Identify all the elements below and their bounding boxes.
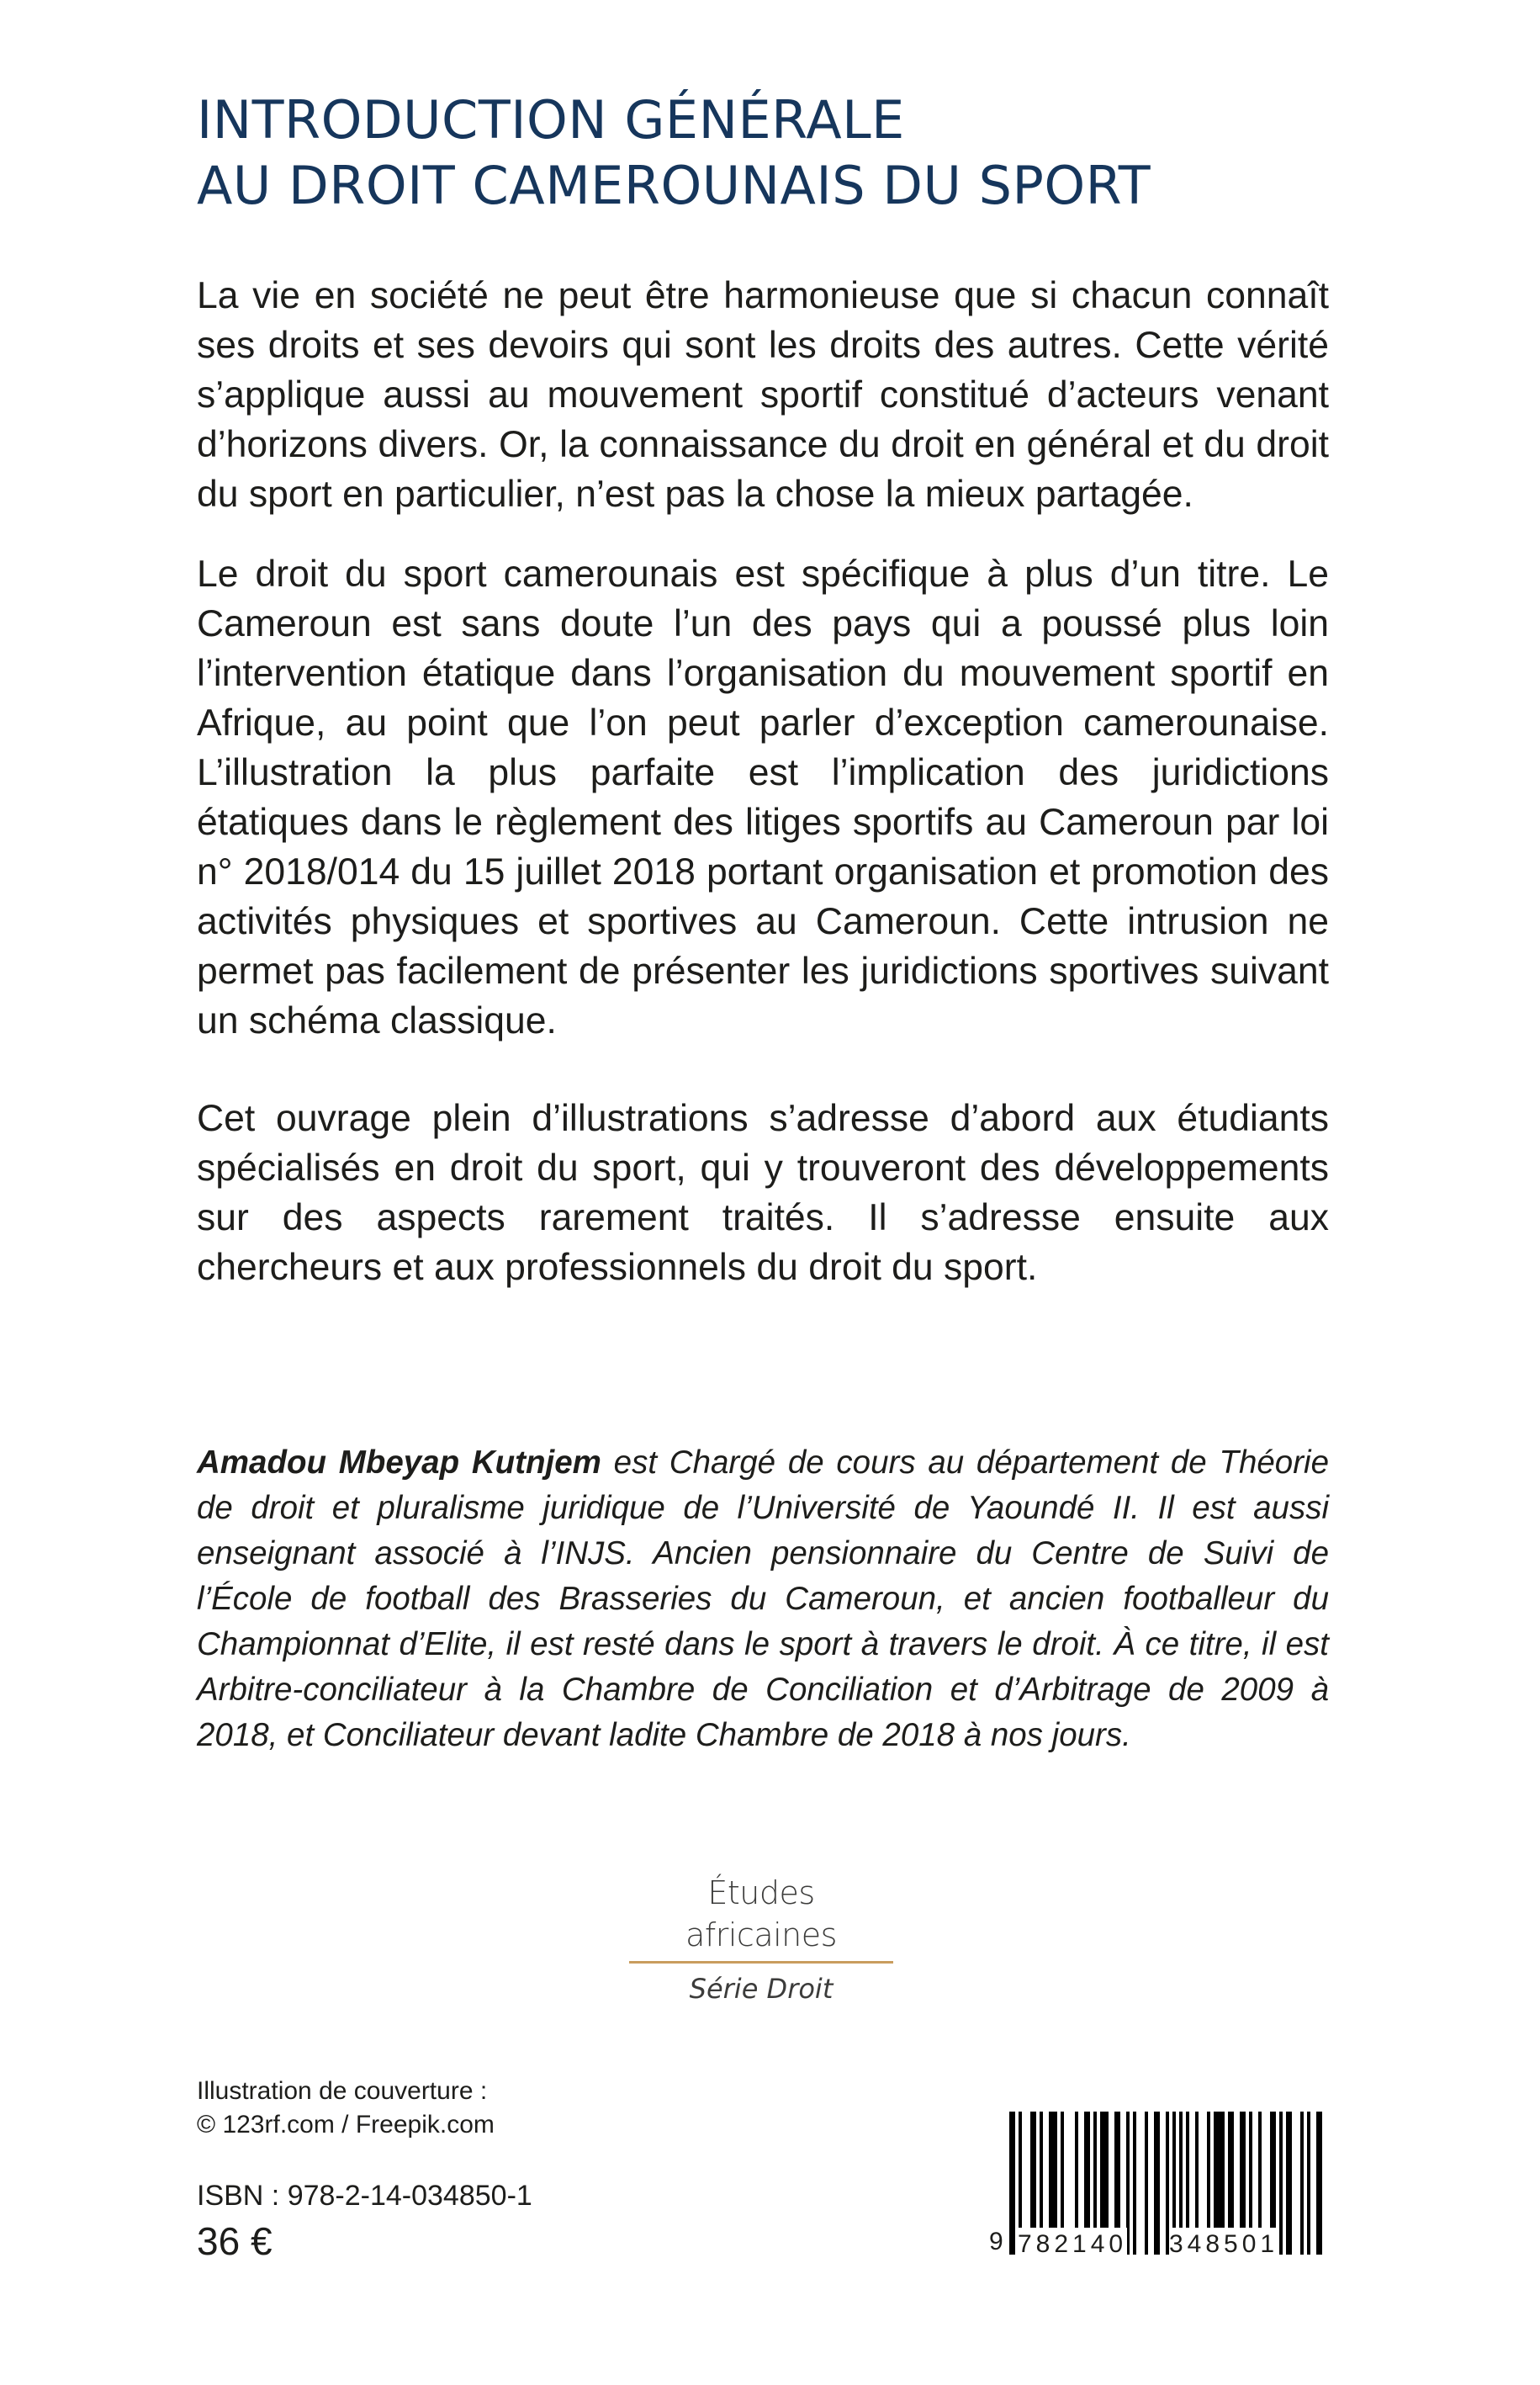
series-divider (629, 1961, 893, 1964)
barcode-bar (1307, 2112, 1310, 2255)
barcode-right-digits: 348501 (1169, 2228, 1278, 2261)
barcode-bar (1145, 2112, 1148, 2255)
cover-credit (197, 2075, 495, 2142)
barcode-bar (1286, 2112, 1292, 2255)
book-title (197, 87, 1374, 219)
barcode-bar (1316, 2112, 1322, 2255)
barcode-bar (1009, 2112, 1015, 2255)
series-name: Études africaines (685, 1874, 837, 1953)
barcode-bar (1300, 2112, 1304, 2255)
barcode-first-digit: 9 (989, 2228, 1004, 2255)
title-line-1: INTRODUCTION GÉNÉRALE (197, 89, 905, 151)
author-bio (197, 1440, 1329, 1758)
summary-paragraph-3: Cet ouvrage plein d’illustrations s’adresse d’abord aux étudiants spécialisés en droit du sport, qui y trouveront des développements sur des aspects rarement traités. Il s’adresse ensuite aux chercheurs et aux professionnels du droit du sport. (197, 1098, 1329, 1288)
summary-paragraph-1: La vie en société ne peut être harmonieuse que si chacun connaît ses droits et ses devoirs qui sont les droits des autres. Cette vérité s’applique aussi au mouvement sportif constitué d’acteurs venant d’horizons divers. Or, la connaissance du droit en général et du droit du sport en particulier, n’est pas la chose la mieux partagée. (197, 275, 1329, 515)
barcode-bar (1133, 2112, 1136, 2255)
author-name: Amadou Mbeyap Kutnjem (197, 1444, 601, 1481)
title-line-2: AU DROIT CAMEROUNAIS DU SPORT (197, 155, 1151, 216)
barcode-bar (1279, 2112, 1283, 2255)
series-subseries: Série Droit (689, 1973, 834, 2005)
summary-paragraph-2: Le droit du sport camerounais est spécifique à plus d’un titre. Le Cameroun est sans doute l’un des pays qui a poussé plus loin l’intervention étatique dans l’organisation du mouvement sportif en Afrique, au point que l’on peut parler d’exception camerounaise. L’illustration la plus parfaite est l’implication des juridictions étatiques dans le règlement des litiges sportifs au Cameroun par loi n° 2018/014 du 15 juillet 2018 portant organisation et promotion des activités physiques et sportives au Cameroun. Cette intrusion ne permet pas facilement de présenter les juridictions sportives suivant un schéma classique. (197, 554, 1329, 1041)
author-bio-text: est Chargé de cours au département de Théorie de droit et pluralisme juridique de l’Université de Yaoundé II. Il est aussi enseignant associé à l’INJS. Ancien pensionnaire du Centre de Suivi de l’École de football des Brasseries du Cameroun, et ancien footballeur du Championnat d’Elite, il est resté dans le sport à travers le droit. À ce titre, il est Arbitre-conciliateur à la Chambre de Conciliation et d’Arbitrage de 2009 à 2018, et Conciliateur devant ladite Chambre de 2018 à nos jours. (197, 1444, 1330, 1753)
credit-label: Illustration de couverture : (197, 2077, 488, 2105)
price: 36 € (197, 2219, 273, 2263)
credit-source: © 123rf.com / Freepik.com (197, 2111, 495, 2139)
isbn: ISBN : 978-2-14-034850-1 (197, 2180, 532, 2212)
series-logo (629, 1872, 893, 2006)
barcode-bar (1154, 2112, 1160, 2255)
barcode-left-digits: 782140 (1018, 2228, 1127, 2261)
